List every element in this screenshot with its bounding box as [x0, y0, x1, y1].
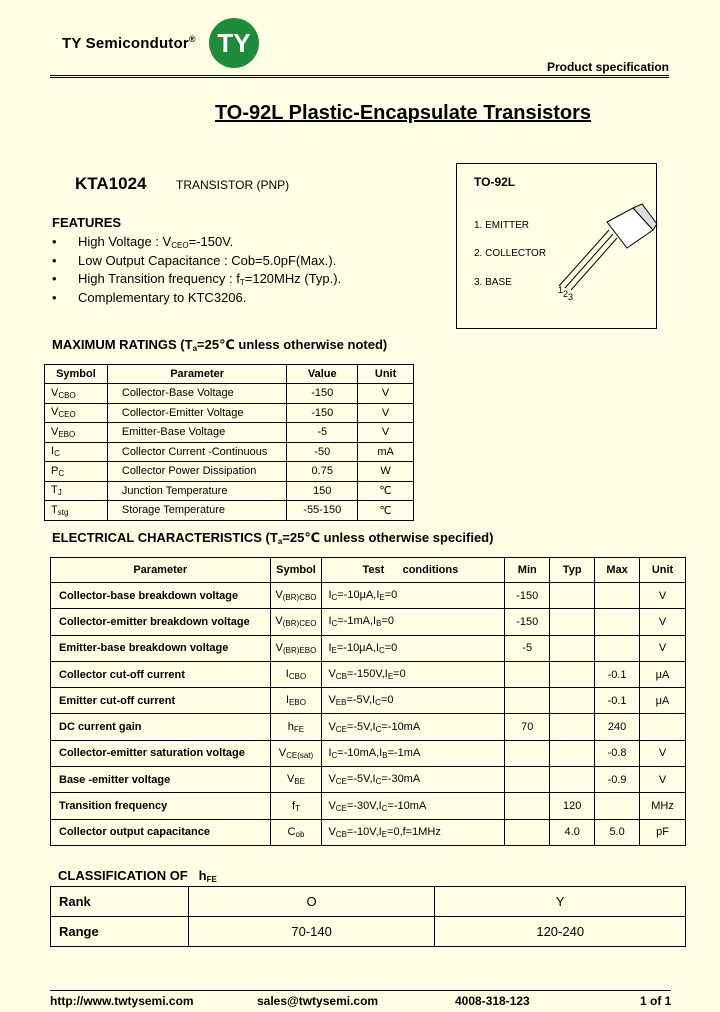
- column-header: Unit: [358, 365, 414, 384]
- typ-cell: [550, 714, 595, 740]
- pin-number-1: 1: [558, 285, 564, 295]
- table-row: [51, 688, 686, 714]
- pin-number-3: 3: [568, 292, 574, 302]
- table-row: [51, 767, 686, 793]
- typ-cell: [550, 740, 595, 766]
- typ-cell: [550, 661, 595, 687]
- pin-label: 3. BASE: [474, 277, 512, 288]
- max-ratings-heading: MAXIMUM RATINGS ($T_a=25℃$ unless otherwise noted): [52, 337, 388, 353]
- column-header: Min: [505, 558, 550, 583]
- max-cell: -0.8: [595, 740, 640, 766]
- symbol-cell: $V_{(BR)CBO}$: [270, 583, 322, 609]
- symbol-cell: $V_{EBO}$: [45, 423, 108, 443]
- max-cell: [595, 635, 640, 661]
- min-cell: -150: [505, 583, 550, 609]
- classification-heading: CLASSIFICATION OF $h_{FE}$: [58, 868, 217, 884]
- condition-cell: $V_{CE}=-5V,I_C=-30mA$: [322, 767, 505, 793]
- lead-1: [559, 230, 609, 286]
- parameter-cell: Collector-Emitter Voltage: [107, 403, 286, 423]
- condition-cell: $I_C=-10mA,I_B=-1mA$: [322, 740, 505, 766]
- column-header: Unit: [640, 558, 686, 583]
- condition-cell: $I_C=-10\mu A,I_E=0$: [322, 583, 505, 609]
- table-cell: Y: [435, 887, 686, 917]
- min-cell: [505, 740, 550, 766]
- parameter-cell: Emitter cut-off current: [51, 688, 271, 714]
- table-row: [51, 740, 686, 766]
- symbol-cell: $V_{CE(sat)}$: [270, 740, 322, 766]
- max-cell: [595, 793, 640, 819]
- table-row: [45, 423, 414, 443]
- typ-cell: [550, 609, 595, 635]
- min-cell: [505, 767, 550, 793]
- unit-cell: V: [640, 609, 686, 635]
- min-cell: [505, 661, 550, 687]
- condition-cell: $V_{CE}=-30V,I_C=-10mA$: [322, 793, 505, 819]
- unit-cell: V: [358, 423, 414, 443]
- parameter-cell: Collector-base breakdown voltage: [51, 583, 271, 609]
- parameter-cell: Junction Temperature: [107, 481, 286, 501]
- table-cell: 70-140: [188, 917, 435, 947]
- header-rule: [50, 75, 669, 76]
- feature-item: • Low Output Capacitance : Cob=5.0pF(Max.).: [52, 253, 337, 268]
- condition-cell: $V_{CB}=-150V,I_E=0$: [322, 661, 505, 687]
- min-cell: 70: [505, 714, 550, 740]
- table-header-row: [45, 365, 414, 384]
- value-cell: -5: [287, 423, 358, 443]
- parameter-cell: Collector-emitter breakdown voltage: [51, 609, 271, 635]
- table-row: [51, 714, 686, 740]
- max-cell: -0.9: [595, 767, 640, 793]
- unit-cell: [640, 714, 686, 740]
- symbol-cell: $I_C$: [45, 442, 108, 462]
- electrical-heading: ELECTRICAL CHARACTERISTICS ($T_a=25℃$ unless otherwise specified): [52, 530, 494, 546]
- column-header: Parameter: [51, 558, 271, 583]
- table-row: [51, 887, 686, 917]
- footer-website-link[interactable]: http://www.twtysemi.com: [50, 994, 194, 1008]
- footer-phone: 4008-318-123: [455, 994, 530, 1008]
- max-ratings-table: [44, 364, 414, 521]
- unit-cell: V: [640, 740, 686, 766]
- symbol-cell: $T_{stg}$: [45, 501, 108, 521]
- value-cell: -150: [287, 403, 358, 423]
- part-type: TRANSISTOR (PNP): [176, 178, 290, 192]
- column-header: Max: [595, 558, 640, 583]
- parameter-cell: Collector output capacitance: [51, 819, 271, 845]
- typ-cell: 4.0: [550, 819, 595, 845]
- footer-rule: [50, 990, 671, 991]
- lead-3: [571, 238, 617, 290]
- feature-item: • High Transition frequency : $f_T=120MHz$ (Typ.).: [52, 271, 342, 287]
- symbol-cell: $I_{CBO}$: [270, 661, 322, 687]
- package-title: TO-92L: [474, 175, 516, 189]
- unit-cell: μA: [640, 688, 686, 714]
- typ-cell: [550, 767, 595, 793]
- parameter-cell: Base -emitter voltage: [51, 767, 271, 793]
- symbol-cell: $f_T$: [270, 793, 322, 819]
- unit-cell: V: [358, 384, 414, 404]
- classification-table: [50, 886, 686, 947]
- min-cell: -5: [505, 635, 550, 661]
- header-rule-2: [50, 77, 669, 78]
- unit-cell: pF: [640, 819, 686, 845]
- symbol-cell: $T_J$: [45, 481, 108, 501]
- footer-email-link[interactable]: sales@twtysemi.com: [257, 994, 379, 1008]
- table-row: [51, 917, 686, 947]
- parameter-cell: DC current gain: [51, 714, 271, 740]
- symbol-cell: $P_C$: [45, 462, 108, 482]
- condition-cell: $V_{EB}=-5V,I_C=0$: [322, 688, 505, 714]
- column-header: Symbol: [45, 365, 108, 384]
- unit-cell: W: [358, 462, 414, 482]
- pin-label: 2. COLLECTOR: [474, 248, 547, 259]
- table-row: [45, 501, 414, 521]
- document-title: TO-92L Plastic-Encapsulate Transistors: [214, 102, 592, 124]
- table-row: [51, 793, 686, 819]
- value-cell: 150: [287, 481, 358, 501]
- table-row: [45, 442, 414, 462]
- table-row: [45, 481, 414, 501]
- max-cell: [595, 609, 640, 635]
- max-cell: 5.0: [595, 819, 640, 845]
- package-box: [456, 163, 657, 329]
- table-row: [51, 609, 686, 635]
- symbol-cell: $V_{CBO}$: [45, 384, 108, 404]
- ty-logo: TY: [209, 18, 259, 68]
- unit-cell: ℃: [358, 481, 414, 501]
- table-header-row: [51, 558, 686, 583]
- parameter-cell: Collector Current -Continuous: [107, 442, 286, 462]
- parameter-cell: Collector-emitter saturation voltage: [51, 740, 271, 766]
- parameter-cell: Collector Power Dissipation: [107, 462, 286, 482]
- column-header: Test conditions: [322, 558, 505, 583]
- min-cell: [505, 793, 550, 819]
- parameter-cell: Transition frequency: [51, 793, 271, 819]
- unit-cell: V: [640, 767, 686, 793]
- value-cell: -50: [287, 442, 358, 462]
- typ-cell: [550, 635, 595, 661]
- unit-cell: MHz: [640, 793, 686, 819]
- brand-name: TY Semicondutor®: [62, 34, 196, 52]
- parameter-cell: Collector-Base Voltage: [107, 384, 286, 404]
- footer-page-number: 1 of 1: [640, 994, 672, 1008]
- product-spec-label: Product specification: [546, 60, 669, 74]
- condition-cell: $V_{CB}=-10V,I_E=0,f=1MHz$: [322, 819, 505, 845]
- max-cell: [595, 583, 640, 609]
- typ-cell: [550, 583, 595, 609]
- parameter-cell: Emitter-base breakdown voltage: [51, 635, 271, 661]
- parameter-cell: Emitter-Base Voltage: [107, 423, 286, 443]
- part-number: KTA1024: [75, 174, 147, 193]
- column-header: Typ: [550, 558, 595, 583]
- column-header: Parameter: [107, 365, 286, 384]
- pin-label: 1. EMITTER: [474, 220, 530, 231]
- typ-cell: 120: [550, 793, 595, 819]
- min-cell: [505, 688, 550, 714]
- table-cell: 120-240: [435, 917, 686, 947]
- condition-cell: $I_E=-10\mu A,I_C=0$: [322, 635, 505, 661]
- features-heading: FEATURES: [52, 215, 122, 230]
- symbol-cell: $V_{(BR)EBO}$: [270, 635, 322, 661]
- typ-cell: [550, 688, 595, 714]
- row-label: Rank: [51, 887, 189, 917]
- table-row: [45, 384, 414, 404]
- feature-item: • High Voltage : $V_{CEO}=-150V$.: [52, 234, 234, 250]
- electrical-table: [50, 557, 686, 846]
- row-label: Range: [51, 917, 189, 947]
- unit-cell: V: [358, 403, 414, 423]
- table-row: [51, 583, 686, 609]
- table-cell: O: [188, 887, 435, 917]
- column-header: Value: [287, 365, 358, 384]
- pin-number-2: 2: [563, 289, 569, 299]
- symbol-cell: $V_{CEO}$: [45, 403, 108, 423]
- condition-cell: $I_C=-1mA,I_B=0$: [322, 609, 505, 635]
- symbol-cell: $C_{ob}$: [270, 819, 322, 845]
- unit-cell: V: [640, 635, 686, 661]
- symbol-cell: $h_{FE}$: [270, 714, 322, 740]
- max-cell: -0.1: [595, 688, 640, 714]
- value-cell: 0.75: [287, 462, 358, 482]
- table-row: [51, 635, 686, 661]
- table-row: [45, 403, 414, 423]
- unit-cell: V: [640, 583, 686, 609]
- feature-item: • Complementary to KTC3206.: [52, 290, 247, 305]
- condition-cell: $V_{CE}=-5V,I_C=-10mA$: [322, 714, 505, 740]
- symbol-cell: $V_{BE}$: [270, 767, 322, 793]
- table-row: [51, 661, 686, 687]
- unit-cell: mA: [358, 442, 414, 462]
- value-cell: -55-150: [287, 501, 358, 521]
- lead-2: [565, 234, 613, 288]
- parameter-cell: Storage Temperature: [107, 501, 286, 521]
- min-cell: [505, 819, 550, 845]
- symbol-cell: $V_{(BR)CEO}$: [270, 609, 322, 635]
- min-cell: -150: [505, 609, 550, 635]
- unit-cell: ℃: [358, 501, 414, 521]
- column-header: Symbol: [270, 558, 322, 583]
- table-row: [51, 819, 686, 845]
- value-cell: -150: [287, 384, 358, 404]
- parameter-cell: Collector cut-off current: [51, 661, 271, 687]
- symbol-cell: $I_{EBO}$: [270, 688, 322, 714]
- max-cell: -0.1: [595, 661, 640, 687]
- to92l-package-icon: [457, 164, 658, 330]
- table-row: [45, 462, 414, 482]
- unit-cell: μA: [640, 661, 686, 687]
- max-cell: 240: [595, 714, 640, 740]
